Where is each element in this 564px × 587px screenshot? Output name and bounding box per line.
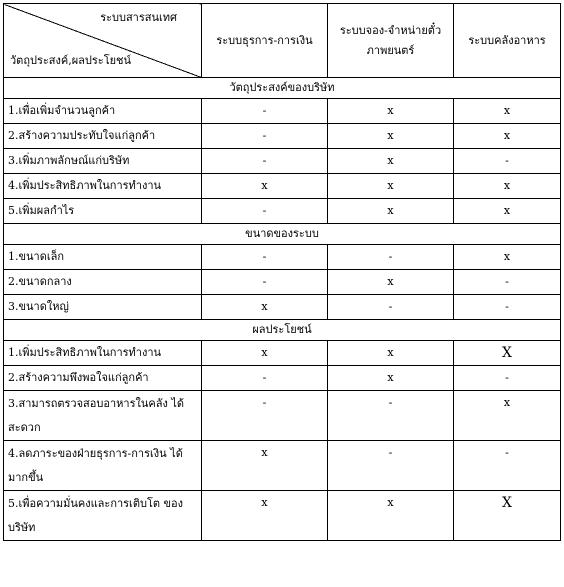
cell-mark: x bbox=[202, 174, 328, 199]
cell-mark: x bbox=[454, 199, 561, 224]
cell-mark: - bbox=[202, 199, 328, 224]
cell-mark: x bbox=[202, 341, 328, 366]
cell-mark: x bbox=[454, 391, 561, 441]
row-label: 5.เพิ่มผลกำไร bbox=[4, 199, 202, 224]
table-row bbox=[4, 149, 561, 174]
cell-mark: - bbox=[202, 245, 328, 270]
column-header-finance: ระบบธุรการ-การเงิน bbox=[202, 4, 328, 78]
table-row bbox=[4, 245, 561, 270]
row-label: 1.ขนาดเล็ก bbox=[4, 245, 202, 270]
row-label: 4.เพิ่มประสิทธิภาพในการทำงาน bbox=[4, 174, 202, 199]
table-row bbox=[4, 99, 561, 124]
cell-mark: X bbox=[454, 341, 561, 366]
cell-mark: x bbox=[328, 149, 454, 174]
cell-mark: - bbox=[454, 295, 561, 320]
table-row bbox=[4, 124, 561, 149]
row-label: 4.ลดภาระของฝ่ายธุรการ-การเงิน ได้มากขึ้น bbox=[4, 441, 202, 491]
column-header-food-inventory: ระบบคลังอาหาร bbox=[454, 4, 561, 78]
table-row bbox=[4, 391, 561, 441]
cell-mark: - bbox=[454, 270, 561, 295]
cell-mark: x bbox=[454, 174, 561, 199]
row-label: 2.ขนาดกลาง bbox=[4, 270, 202, 295]
row-label: 2.สร้างความประทับใจแก่ลูกค้า bbox=[4, 124, 202, 149]
row-label: 5.เพื่อความมั่นคงและการเติบโต ของบริษัท bbox=[4, 491, 202, 541]
row-label: 1.เพิ่มประสิทธิภาพในการทำงาน bbox=[4, 341, 202, 366]
header-row bbox=[4, 4, 561, 78]
cell-mark: x bbox=[328, 270, 454, 295]
cell-mark: - bbox=[328, 245, 454, 270]
section-title: ขนาดของระบบ bbox=[4, 224, 561, 245]
cell-mark: X bbox=[454, 491, 561, 541]
cell-mark: x bbox=[328, 199, 454, 224]
cell-mark: - bbox=[328, 441, 454, 491]
cell-mark: x bbox=[328, 124, 454, 149]
section-title: วัตถุประสงค์ของบริษัท bbox=[4, 78, 561, 99]
cell-mark: x bbox=[454, 99, 561, 124]
cell-mark: x bbox=[328, 99, 454, 124]
cell-mark: - bbox=[328, 295, 454, 320]
column-header-ticketing: ระบบจอง-จำหน่ายตั๋ว ภาพยนตร์ bbox=[328, 4, 454, 78]
table-row bbox=[4, 441, 561, 491]
row-label: 3.สามารถตรวจสอบอาหารในคลัง ได้สะดวก bbox=[4, 391, 202, 441]
cell-mark: - bbox=[202, 270, 328, 295]
table-row bbox=[4, 491, 561, 541]
section-title: ผลประโยชน์ bbox=[4, 320, 561, 341]
cell-mark: x bbox=[454, 245, 561, 270]
cell-mark: - bbox=[202, 124, 328, 149]
cell-mark: x bbox=[202, 295, 328, 320]
cell-mark: - bbox=[454, 149, 561, 174]
cell-mark: x bbox=[328, 491, 454, 541]
cell-mark: x bbox=[202, 491, 328, 541]
table-row bbox=[4, 199, 561, 224]
cell-mark: x bbox=[328, 366, 454, 391]
table-row bbox=[4, 341, 561, 366]
cell-mark: - bbox=[202, 366, 328, 391]
cell-mark: x bbox=[328, 174, 454, 199]
table-row bbox=[4, 295, 561, 320]
cell-mark: - bbox=[454, 441, 561, 491]
cell-mark: - bbox=[202, 391, 328, 441]
row-label: 3.เพิ่มภาพลักษณ์แก่บริษัท bbox=[4, 149, 202, 174]
row-label: 2.สร้างความพึงพอใจแก่ลูกค้า bbox=[4, 366, 202, 391]
cell-mark: - bbox=[202, 99, 328, 124]
comparison-table bbox=[3, 3, 561, 541]
cell-mark: - bbox=[454, 366, 561, 391]
cell-mark: - bbox=[328, 391, 454, 441]
row-label: 1.เพื่อเพิ่มจำนวนลูกค้า bbox=[4, 99, 202, 124]
diagonal-header-cell bbox=[4, 4, 202, 78]
table-row bbox=[4, 174, 561, 199]
row-label: 3.ขนาดใหญ่ bbox=[4, 295, 202, 320]
header-information-systems: ระบบสารสนเทศ bbox=[100, 11, 177, 24]
cell-mark: x bbox=[328, 341, 454, 366]
cell-mark: x bbox=[202, 441, 328, 491]
header-objectives-benefits: วัตถุประสงค์,ผลประโยชน์ bbox=[10, 54, 132, 67]
cell-mark: - bbox=[202, 149, 328, 174]
cell-mark: x bbox=[454, 124, 561, 149]
table-row bbox=[4, 366, 561, 391]
table-row bbox=[4, 270, 561, 295]
